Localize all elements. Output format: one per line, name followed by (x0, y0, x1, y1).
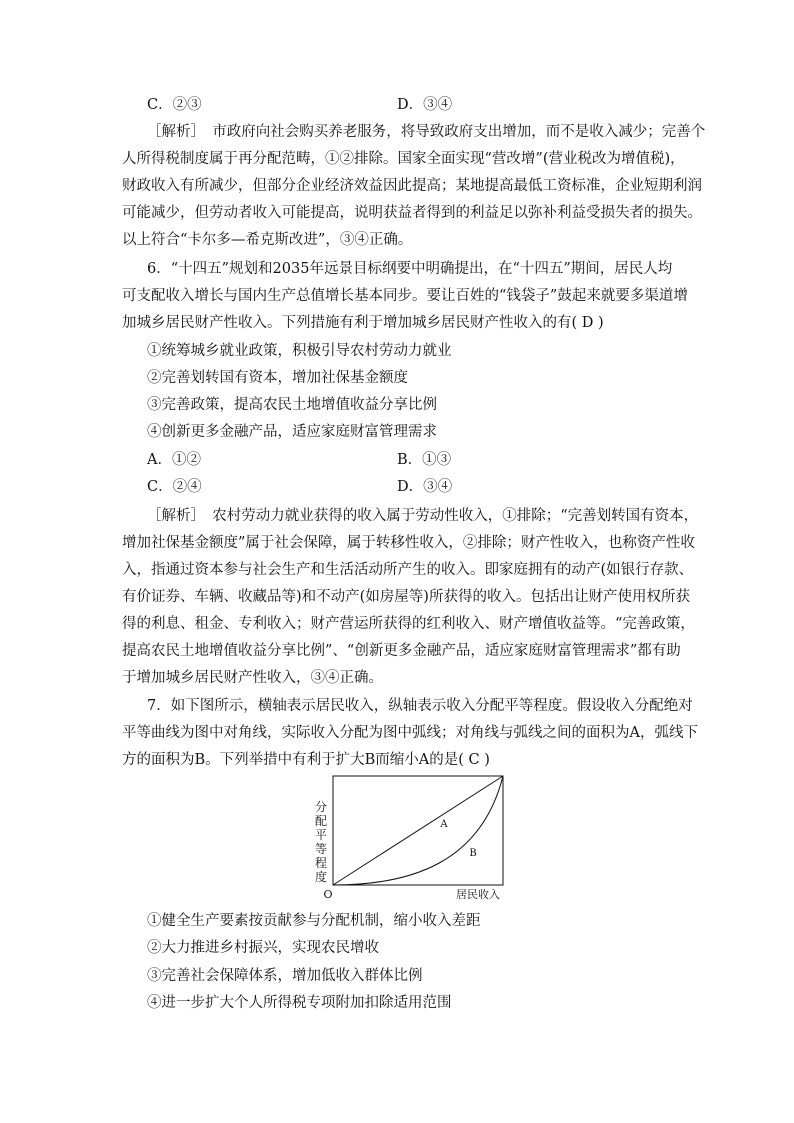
question-stem-line: 加城乡居民财产性收入。下列措施有利于增加城乡居民财产性收入的有( D ) (122, 315, 604, 331)
option-d: D．③④ (397, 97, 453, 113)
analysis-line: 财政收入有所减少，但部分企业经济效益因此提高；某地提高最低工资标准，企业短期利润 (122, 178, 702, 194)
analysis-line: 入，指通过资本参与社会生产和生活活动所产生的收入。即家庭拥有的动产(如银行存款、 (122, 562, 694, 578)
question-stem-line: 6．“十四五”规划和2035年远景目标纲要中明确提出，在“十四五”期间，居民人均 (147, 261, 673, 277)
y-axis-char: 分 (314, 800, 328, 814)
statement-item: ①健全生产要素按贡献参与分配机制，缩小收入差距 (147, 913, 481, 929)
option-b: B．①③ (397, 452, 452, 468)
y-axis-char: 配 (314, 814, 328, 828)
option-d: D．③④ (397, 479, 453, 495)
x-axis-label: 居民收入 (456, 888, 500, 901)
option-c: C．②④ (147, 479, 202, 495)
area-a-label: A (440, 819, 448, 830)
statement-item: ②完善划转国有资本，增加社保基金额度 (147, 370, 408, 386)
statement-item: ①统筹城乡就业政策，积极引导农村劳动力就业 (147, 343, 452, 359)
analysis-line: ［解析］ 市政府向社会购买养老服务，将导致政府支出增加，而不是收入减少；完善个 (147, 124, 706, 140)
y-axis-char: 等 (314, 842, 328, 856)
analysis-line: 提高农民土地增值收益分享比例”、“创新更多金融产品，适应家庭财富管理需求”都有助 (122, 643, 681, 659)
analysis-line: 以上符合“卡尔多—希克斯改进”，③④正确。 (122, 232, 413, 248)
area-b-label: B (469, 848, 477, 859)
y-axis-char: 度 (314, 870, 328, 884)
option-c: C．②③ (147, 97, 202, 113)
statement-item: ②大力推进乡村振兴，实现农民增收 (147, 940, 379, 956)
question-stem-line: 7．如下图所示，横轴表示居民收入，纵轴表示收入分配平等程度。假设收入分配绝对 (147, 698, 693, 714)
y-axis-char: 平 (314, 828, 328, 842)
analysis-line: 人所得税制度属于再分配范畴，①②排除。国家全面实现“营改增”(营业税改为增值税)， (122, 151, 685, 167)
analysis-line: 于增加城乡居民财产性收入，③④正确。 (122, 670, 383, 686)
analysis-line: 有价证券、车辆、收藏品等)和不动产(如房屋等)所获得的收入。包括出让财产使用权所获 (122, 589, 690, 605)
analysis-line: 可能减少，但劳动者收入可能提高，说明获益者得到的利益足以弥补利益受损失者的损失。 (122, 205, 702, 221)
origin-label: O (323, 888, 333, 901)
statement-item: ③完善社会保障体系，增加低收入群体比例 (147, 968, 423, 984)
option-a: A．①② (147, 452, 201, 468)
question-stem-line: 可支配收入增长与国内生产总值增长基本同步。要让百姓的“钱袋子”鼓起来就要多渠道增 (122, 288, 688, 304)
y-axis-char: 程 (314, 856, 328, 870)
statement-item: ④进一步扩大个人所得税专项附加扣除适用范围 (147, 995, 452, 1011)
statement-item: ③完善政策，提高农民土地增值收益分享比例 (147, 397, 437, 413)
analysis-line: ［解析］ 农村劳动力就业获得的收入属于劳动性收入，①排除；“完善划转国有资本， (147, 508, 699, 524)
analysis-line: 增加社保基金额度”属于社会保障，属于转移性收入，②排除；财产性收入，也称资产性收 (122, 535, 695, 551)
income-distribution-figure (316, 773, 506, 903)
question-stem-line: 方的面积为B。下列举措中有利于扩大B而缩小A的是( C ) (122, 752, 490, 768)
analysis-line: 得的利息、租金、专利收入；财产营运所获得的红利收入、财产增值收益等。“完善政策， (122, 616, 695, 632)
statement-item: ④创新更多金融产品，适应家庭财富管理需求 (147, 424, 437, 440)
question-stem-line: 平等曲线为图中对角线，实际收入分配为图中弧线；对角线与弧线之间的面积为A，弧线下 (122, 725, 698, 741)
